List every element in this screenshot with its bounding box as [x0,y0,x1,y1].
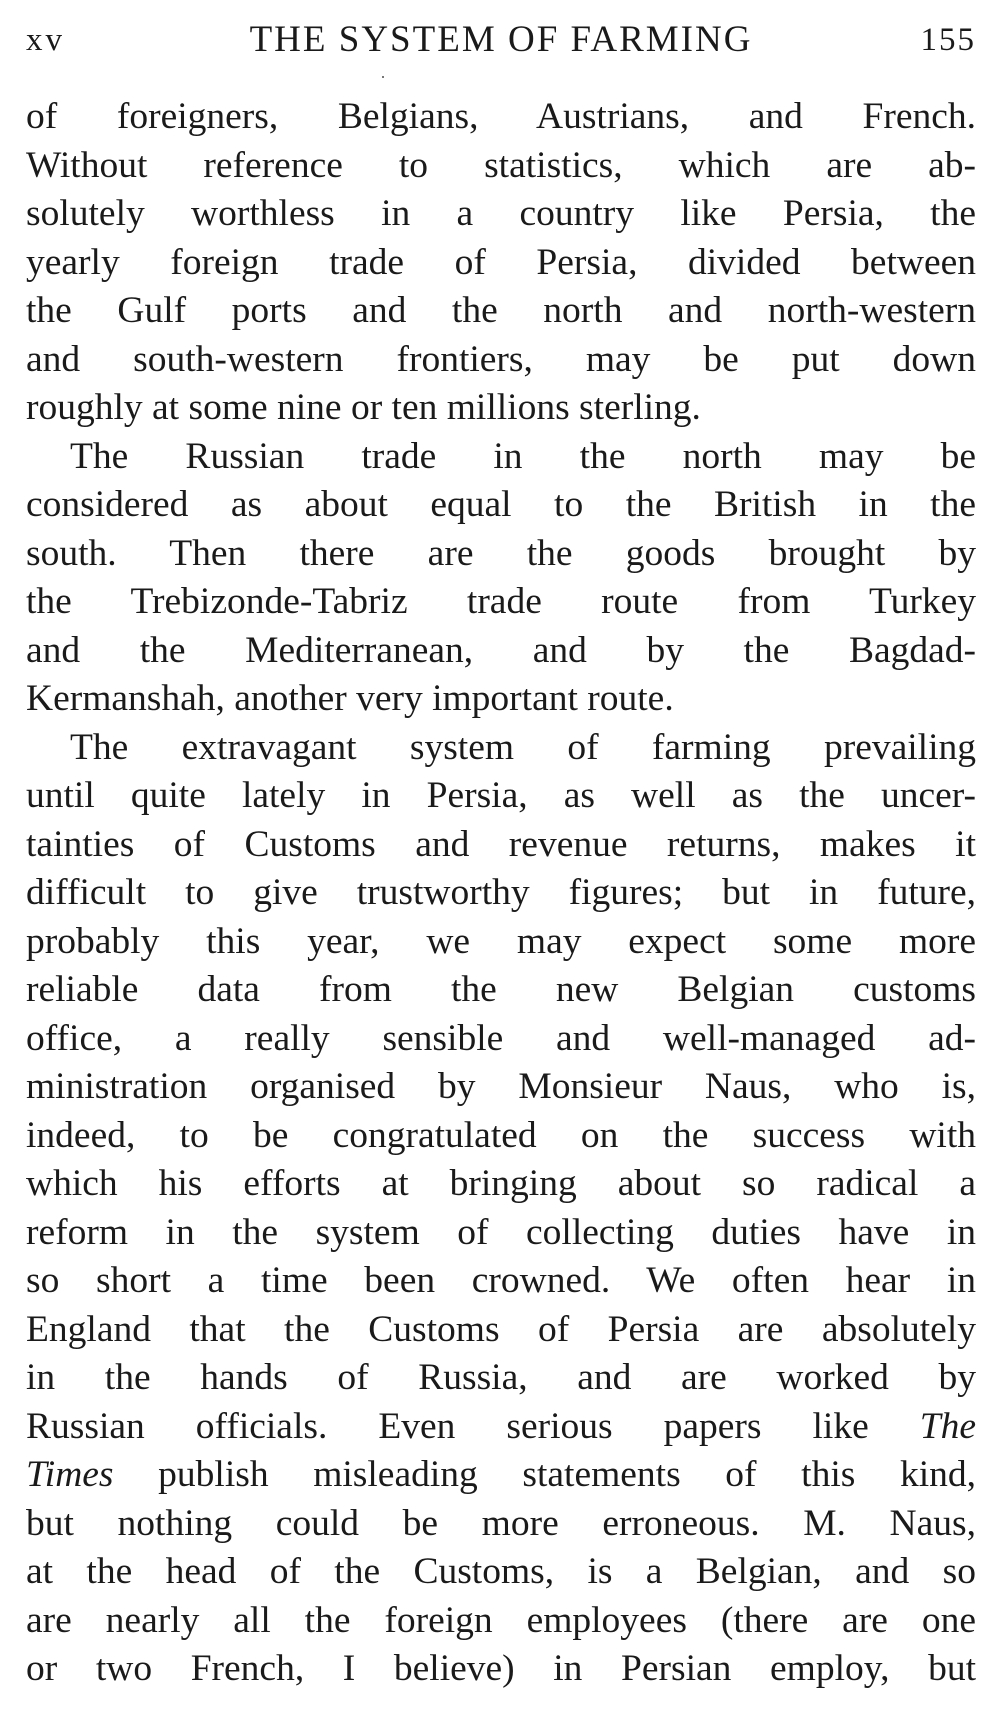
line-text: indeed, to be congratulated on the success with [26,1114,976,1156]
text-line [26,1500,976,1549]
text-line [26,1354,976,1403]
line-text: tainties of Customs and revenue returns, makes it [26,823,976,865]
running-head [26,18,976,66]
line-text: at the head of the Customs, is a Belgian, and so [26,1551,976,1592]
text-line [26,966,976,1015]
running-title: THE SYSTEM OF FARMING [249,19,753,60]
line-text: solutely worthless in a country like Persia, the [26,193,976,234]
line-text: reliable data from the new Belgian customs [26,969,976,1010]
page-number: 155 [920,22,976,58]
text-line [26,1160,976,1209]
line-text: the Trebizonde-Tabriz trade route from Turkey [26,581,976,622]
line-text: and south-western frontiers, may be put down [26,338,976,380]
text-line [26,675,976,724]
text-line [26,821,976,870]
text-line [26,1209,976,1258]
text-line [26,93,976,142]
line-text: and the Mediterranean, and by the Bagdad- [26,629,976,671]
print-speck [382,76,384,78]
line-text: yearly foreign trade of Persia, divided between [26,241,976,283]
line-text: publish misleading statements of this kind, [158,1454,977,1495]
text-line [26,869,976,918]
text-line [26,1112,976,1161]
text-line [26,190,976,239]
text-line [26,287,976,336]
text-line [26,1063,976,1112]
text-line [26,1645,976,1694]
text-line [26,433,976,482]
text-line [26,1306,976,1355]
text-line [26,384,976,433]
line-text: Without reference to statistics, which are ab- [26,144,976,186]
text-line [26,239,976,288]
line-text: Russian officials. Even serious papers like [26,1405,869,1447]
line-text: in the hands of Russia, and are worked by [26,1357,976,1398]
text-line [26,481,976,530]
line-text: but nothing could be more erroneous. M. Naus, [26,1502,976,1544]
text-line [26,1015,976,1064]
text-line [26,724,976,773]
line-text: south. Then there are the goods brought by [26,532,976,574]
line-text: office, a really sensible and well-managed ad- [26,1017,976,1059]
line-text: considered as about equal to the British in the [26,484,976,525]
text-line [26,772,976,821]
line-text: of foreigners, Belgians, Austrians, and French. [26,96,976,137]
line-text: which his efforts at bringing about so radical a [26,1163,976,1204]
chapter-number: xv [26,22,65,58]
line-text: are nearly all the foreign employees (there are one [26,1599,976,1641]
text-line [26,1451,976,1500]
text-line [26,918,976,967]
text-line [26,1403,976,1452]
line-text: The Russian trade in the north may be [70,435,976,477]
text-line [26,1597,976,1646]
line-text: The extravagant system of farming prevailing [70,726,976,768]
line-text: reform in the system of collecting duties have in [26,1211,976,1253]
italic-title: The [919,1405,977,1447]
line-text: difficult to give trustworthy figures; but in future, [26,872,976,913]
line-text: ministration organised by Monsieur Naus, who is, [26,1066,976,1107]
line-text: Kermanshah, another very important route. [26,678,674,719]
line-text: England that the Customs of Persia are absolutely [26,1308,976,1350]
line-text: so short a time been crowned. We often hear in [26,1260,976,1301]
text-line [26,142,976,191]
text-line [26,1548,976,1597]
line-text: or two French, I believe) in Persian employ, but [26,1648,976,1689]
line-text: probably this year, we may expect some more [26,920,976,962]
line-text: roughly at some nine or ten millions sterling. [26,387,701,428]
text-line [26,336,976,385]
body-text [26,93,976,1694]
line-text: the Gulf ports and the north and north-western [26,290,976,331]
line-text: until quite lately in Persia, as well as the uncer- [26,775,976,816]
text-line [26,1257,976,1306]
text-line [26,530,976,579]
text-line [26,578,976,627]
italic-title: Times [26,1454,114,1495]
text-line [26,627,976,676]
